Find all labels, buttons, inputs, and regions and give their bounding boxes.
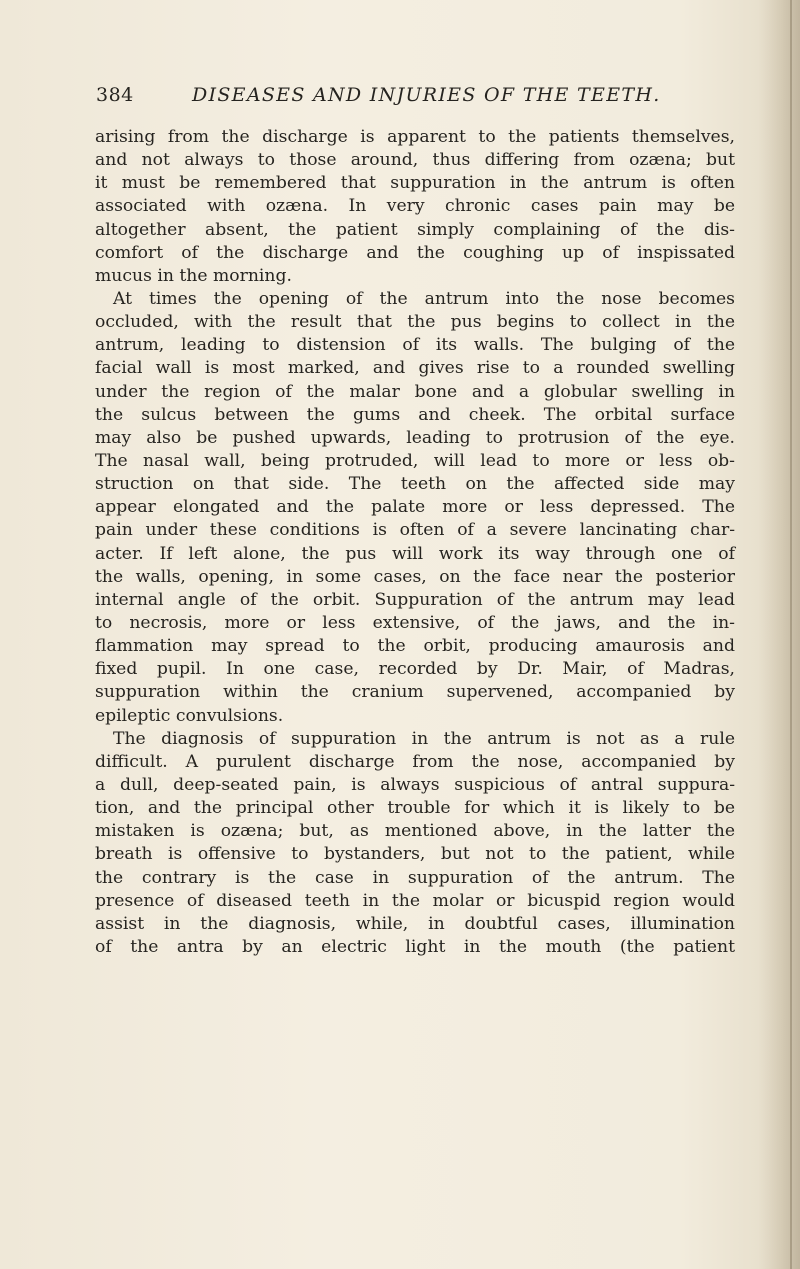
text-line: the contrary is the case in suppuration of the antrum. The [95,867,735,888]
body-text [95,126,735,959]
text-line: to necrosis, more or less extensive, of the jaws, and the in- [95,612,735,633]
text-line: assist in the diagnosis, while, in doubtful cases, illumination [95,913,735,934]
text-line: struction on that side. The teeth on the affected side may [95,474,735,495]
text-line: epileptic convulsions. [95,705,284,726]
text-line: mucus in the morning. [95,265,292,286]
text-line: acter. If left alone, the pus will work its way through one of [95,543,735,564]
text-line: suppuration within the cranium supervened, accompanied by [95,682,735,703]
text-line: fixed pupil. In one case, recorded by Dr. Mair, of Madras, [95,659,735,680]
text-line: altogether absent, the patient simply complaining of the dis- [95,219,735,240]
text-line: presence of diseased teeth in the molar or bicuspid region would [95,890,735,911]
text-line: a dull, deep-seated pain, is always suspicious of antral suppura- [95,774,735,795]
text-line: associated with ozæna. In very chronic cases pain may be [95,196,735,217]
text-line: tion, and the principal other trouble for which it is likely to be [95,798,735,819]
running-head: DISEASES AND INJURIES OF THE TEETH. [192,84,661,106]
text-line: At times the opening of the antrum into the nose becomes [113,288,735,309]
page-number: 384 [96,84,134,106]
text-line: appear elongated and the palate more or less depressed. The [95,497,735,518]
text-line: it must be remembered that suppuration in the antrum is often [95,173,735,194]
text-line: the sulcus between the gums and cheek. The orbital surface [95,404,735,425]
text-line: occluded, with the result that the pus begins to collect in the [95,312,735,333]
page-edge-line [790,0,792,1269]
text-line: arising from the discharge is apparent to the patients themselves, [95,127,735,147]
text-line: flammation may spread to the orbit, producing amaurosis and [95,636,735,657]
page-edge-shadow [758,0,800,1269]
text-line: may also be pushed upwards, leading to protrusion of the eye. [95,427,735,448]
page-header [96,84,736,114]
text-line: comfort of the discharge and the coughing up of inspissated [95,242,735,263]
text-line: internal angle of the orbit. Suppuration of the antrum may lead [95,589,735,610]
text-line: the walls, opening, in some cases, on the face near the posterior [95,566,735,587]
text-line: The diagnosis of suppuration in the antrum is not as a rule [113,728,735,749]
text-line: and not always to those around, thus differing from ozæna; but [95,150,735,171]
text-line: breath is offensive to bystanders, but not to the patient, while [95,844,735,865]
text-line: facial wall is most marked, and gives rise to a rounded swelling [95,358,735,379]
text-line: The nasal wall, being protruded, will lead to more or less ob- [95,450,735,471]
text-line: difficult. A purulent discharge from the nose, accompanied by [95,751,735,772]
text-line: mistaken is ozæna; but, as mentioned above, in the latter the [95,821,735,842]
text-line: of the antra by an electric light in the mouth (the patient [95,936,735,957]
text-line: pain under these conditions is often of a severe lancinating char- [95,520,735,541]
text-line: antrum, leading to distension of its walls. The bulging of the [95,335,735,356]
text-line: under the region of the malar bone and a globular swelling in [95,381,735,402]
